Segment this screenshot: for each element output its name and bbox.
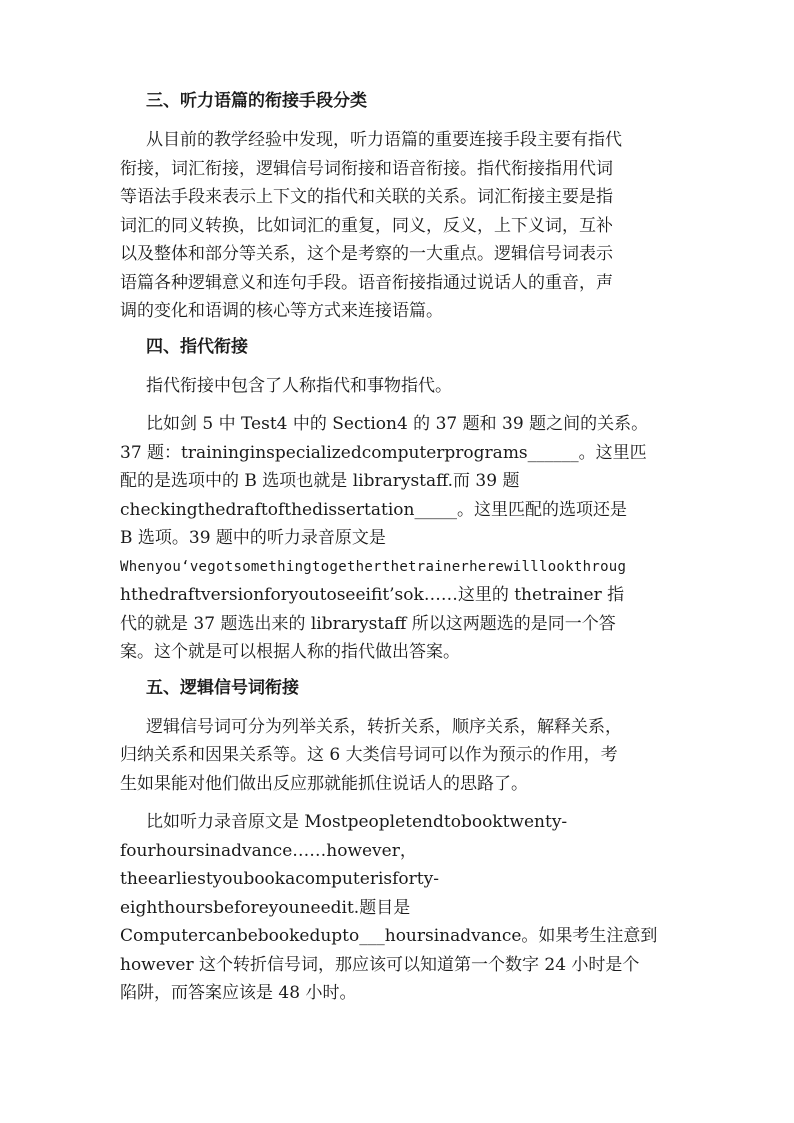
paragraph-line: 代的就是 37 题选出来的 librarystaff 所以这两题选的是同一个答 [120, 613, 616, 634]
paragraph-line: however 这个转折信号词，那应该可以知道第一个数字 24 小时是个 [120, 954, 640, 975]
paragraph-line: 生如果能对他们做出反应那就能抓住说话人的思路了。 [120, 773, 528, 794]
paragraph-line: 比如剑 5 中 Test4 中的 Section4 的 37 题和 39 题之间的关系。 [146, 414, 649, 434]
section-heading-3: 三、听力语篇的衔接手段分类 [146, 91, 367, 111]
paragraph-line: 衔接，词汇衔接，逻辑信号词衔接和语音衔接。指代衔接指用代词 [120, 158, 613, 179]
paragraph-line: checkingthedraftofthedissertation_____。这里匹配的选项还是 [120, 499, 627, 520]
paragraph-line: hthedraftversionforyoutoseeifit’sok……这里的 thetrainer 指 [120, 585, 625, 605]
paragraph-line: 指代衔接中包含了人称指代和事物指代。 [146, 375, 452, 396]
paragraph-line: 归纳关系和因果关系等。这 6 大类信号词可以作为预示的作用，考 [120, 745, 618, 765]
paragraph-line: 逻辑信号词可分为列举关系，转折关系，顺序关系，解释关系， [146, 716, 622, 737]
paragraph-line: theearliestyoubookacomputerisforty- [120, 869, 439, 889]
section-heading-4: 四、指代衔接 [146, 336, 248, 357]
section-heading-5: 五、逻辑信号词衔接 [146, 677, 299, 698]
paragraph-line: B 选项。39 题中的听力录音原文是 [120, 528, 386, 548]
paragraph-line: eighthoursbeforeyouneedit.题目是 [120, 897, 411, 918]
paragraph-line: 调的变化和语调的核心等方式来连接语篇。 [120, 301, 443, 321]
paragraph-line: 以及整体和部分等关系，这个是考察的一大重点。逻辑信号词表示 [120, 244, 613, 264]
paragraph-line: Whenyou‘vegotsomethingtogetherthetrainerherewilllookthroug [120, 558, 627, 575]
paragraph-line: Computercanbebookedupto___hoursinadvance。如果考生注意到 [120, 926, 658, 946]
paragraph-line: 从目前的教学经验中发现，听力语篇的重要连接手段主要有指代 [146, 130, 622, 150]
paragraph-reference-example [120, 410, 680, 667]
paragraph-line: 配的是选项中的 B 选项也就是 librarystaff.而 39 题 [120, 471, 520, 491]
paragraph-line: 37 题：traininginspecializedcomputerprograms______。这里匹 [120, 442, 647, 463]
paragraph-reference-intro [120, 372, 680, 401]
paragraph-line: 比如听力录音原文是 Mostpeopletendtobooktwenty- [146, 812, 568, 832]
paragraph-cohesion-categories [120, 126, 680, 326]
paragraph-line: 陷阱，而答案应该是 48 小时。 [120, 983, 357, 1003]
paragraph-line: 语篇各种逻辑意义和连句手段。语音衔接指通过说话人的重音，声 [120, 272, 613, 293]
paragraph-line: 案。这个就是可以根据人称的指代做出答案。 [120, 642, 460, 662]
paragraph-logic-example [120, 808, 680, 1008]
paragraph-line: fourhoursinadvance……however， [120, 840, 417, 861]
paragraph-logic-signals [120, 713, 680, 799]
paragraph-line: 等语法手段来表示上下文的指代和关联的关系。词汇衔接主要是指 [120, 187, 613, 207]
paragraph-line: 词汇的同义转换，比如词汇的重复，同义，反义，上下义词，互补 [120, 215, 613, 236]
document-page [120, 90, 680, 1008]
